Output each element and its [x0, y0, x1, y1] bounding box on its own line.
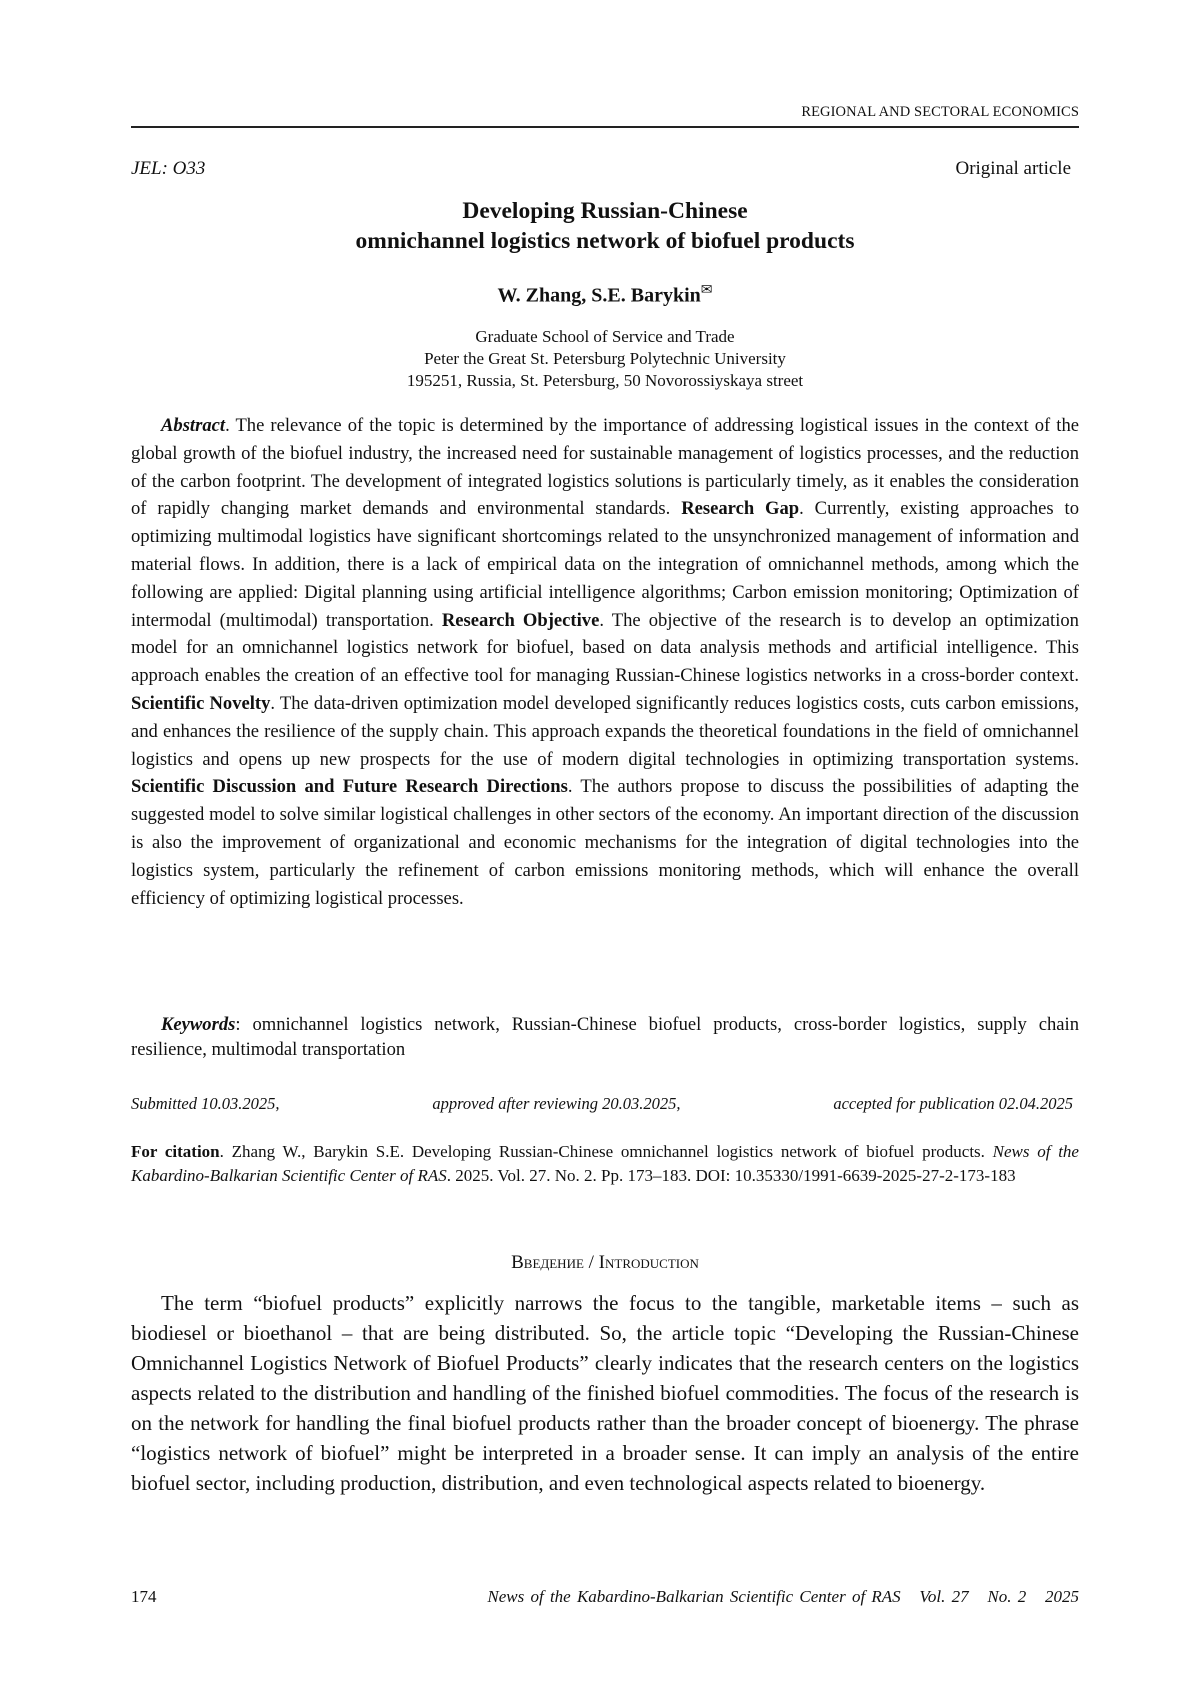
- scientific-novelty-label: Scientific Novelty: [131, 693, 270, 714]
- abstract-text: . The data-driven optimization model developed significantly reduces logistics costs, cuts carbon emissions, and enhances the resilience of the supply chain. This approach expands the theoretical foundations in the field of omnichannel logistics and opens up new prospects for the use of modern digital technologies in optimizing transportation systems.: [131, 693, 1079, 770]
- citation-text: . Zhang W., Barykin S.E. Developing Russian-Chinese omnichannel logistics network of biofuel products.: [220, 1142, 993, 1161]
- citation-text: . 2025. Vol. 27. No. 2. Pp. 173–183. DOI: 10.35330/1991-6639-2025-27-2-173-183: [447, 1166, 1016, 1185]
- page-number: 174: [131, 1587, 157, 1607]
- approved-date: approved after reviewing 20.03.2025,: [432, 1094, 680, 1114]
- affiliation-line: 195251, Russia, St. Petersburg, 50 Novorossiyskaya street: [131, 370, 1079, 392]
- abstract-text: . The relevance of the topic is determined by the importance of addressing logistical issues in the context of the global growth of the biofuel industry, the increased need for sustainable management of logistics processes, and the reduction of the carbon footprint. The development of integrated logistics solutions is particularly timely, as it enables the consideration of rapidly changing market demands and environmental standards.: [131, 415, 1079, 519]
- keywords-text: : omnichannel logistics network, Russian-Chinese biofuel products, cross-border logistics, supply chain resilience, multimodal transportation: [131, 1014, 1079, 1060]
- abstract: [131, 412, 1079, 912]
- abstract-label: Abstract: [161, 415, 225, 436]
- section-heading: Введение / Introduction: [131, 1252, 1079, 1274]
- accepted-date: accepted for publication 02.04.2025: [833, 1094, 1073, 1114]
- author-names: W. Zhang, S.E. Barykin: [498, 285, 701, 307]
- citation-label: For citation: [131, 1142, 220, 1161]
- running-header: REGIONAL AND SECTORAL ECONOMICS: [801, 104, 1079, 121]
- keywords-label: Keywords: [161, 1014, 235, 1035]
- research-gap-label: Research Gap: [681, 498, 799, 519]
- title-line-2: omnichannel logistics network of biofuel products: [131, 226, 1079, 256]
- jel-code: JEL: O33: [131, 158, 205, 180]
- envelope-icon[interactable]: ✉: [701, 283, 713, 298]
- header-rule: [131, 126, 1079, 128]
- title-line-1: Developing Russian-Chinese: [131, 196, 1079, 226]
- publication-dates: [131, 1094, 1073, 1114]
- paper-title: [131, 196, 1079, 256]
- abstract-text: . Currently, existing approaches to optimizing multimodal logistics have significant shortcomings related to the unsynchronized management of information and material flows. In addition, there is a lack of empirical data on the integration of omnichannel methods, among which the following are applied: Digital planning using artificial intelligence algorithms; Carbon emission monitoring; Optimization of intermodal (multimodal) transportation.: [131, 498, 1079, 630]
- footer-journal: News of the Kabardino-Balkarian Scientific Center of RAS Vol. 27 No. 2 2025: [487, 1587, 1079, 1607]
- keywords: [131, 1012, 1079, 1062]
- affiliation-line: Graduate School of Service and Trade: [131, 326, 1079, 348]
- authors: [131, 282, 1079, 308]
- citation: [131, 1140, 1079, 1187]
- article-type: Original article: [955, 158, 1071, 180]
- citation-journal: News of the Kabardino-Balkarian Scientific Center of RAS: [131, 1142, 1079, 1185]
- intro-paragraph: The term “biofuel products” explicitly narrows the focus to the tangible, marketable items – such as biodiesel or bioethanol – that are being distributed. So, the article topic “Developing the Russian-Chinese Omnichannel Logistics Network of Biofuel Products” clearly indicates that the research centers on the logistics aspects related to the distribution and handling of the finished biofuel commodities. The focus of the research is on the network for handling the final biofuel products rather than the broader concept of bioenergy. The phrase “logistics network of biofuel” might be interpreted in a broader sense. It can imply an analysis of the entire biofuel sector, including production, distribution, and even technological aspects related to bioenergy.: [131, 1288, 1079, 1498]
- research-objective-label: Research Objective: [442, 610, 599, 631]
- abstract-text: . The authors propose to discuss the possibilities of adapting the suggested model to solve similar logistical challenges in other sectors of the economy. An important direction of the discussion is also the improvement of organizational and economic mechanisms for the integration of digital technologies into the logistics system, particularly the refinement of carbon emissions monitoring methods, which will enhance the overall efficiency of optimizing logistical processes.: [131, 776, 1079, 908]
- discussion-label: Scientific Discussion and Future Research Directions: [131, 776, 568, 797]
- affiliation: [131, 326, 1079, 392]
- submitted-date: Submitted 10.03.2025,: [131, 1094, 280, 1114]
- abstract-text: . The objective of the research is to develop an optimization model for an omnichannel logistics network for biofuel, based on data analysis methods and artificial intelligence. This approach enables the creation of an effective tool for managing Russian-Chinese logistics networks in a cross-border context.: [131, 610, 1079, 687]
- affiliation-line: Peter the Great St. Petersburg Polytechnic University: [131, 348, 1079, 370]
